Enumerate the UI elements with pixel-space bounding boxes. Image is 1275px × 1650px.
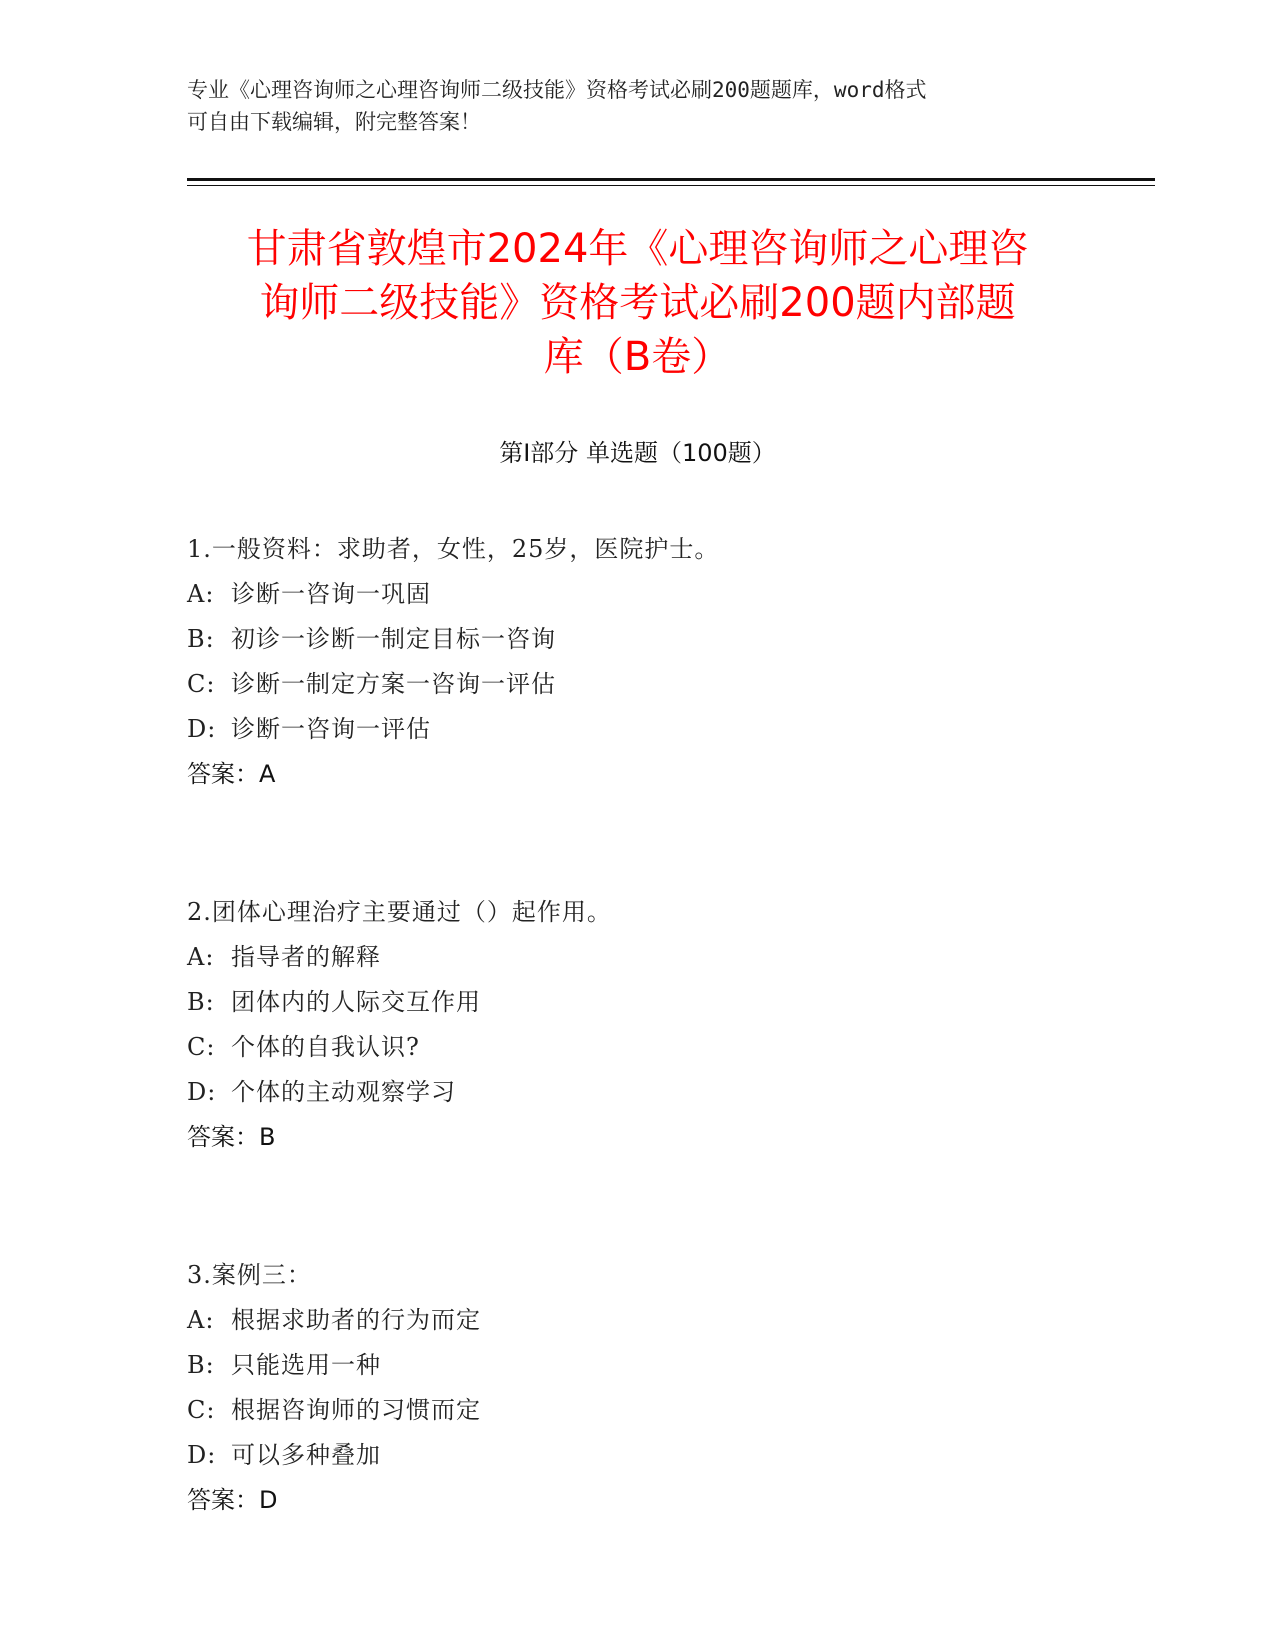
question-2 [187, 890, 1147, 1160]
option-text: 根据求助者的行为而定 [231, 1306, 481, 1334]
option-key: D: [187, 1078, 217, 1106]
option-key: B: [187, 625, 215, 653]
option-text: 初诊一诊断一制定目标一咨询 [231, 625, 556, 653]
option-a [187, 572, 1147, 617]
document-title [150, 222, 1125, 384]
option-text: 团体内的人际交互作用 [231, 988, 481, 1016]
option-key: A: [187, 580, 215, 608]
header-note [187, 74, 1087, 138]
question-spacer [187, 1160, 1147, 1253]
option-c [187, 1025, 1147, 1070]
option-text: 可以多种叠加 [231, 1441, 381, 1469]
document-title-line-3: 库（B卷） [543, 334, 732, 380]
option-b [187, 617, 1147, 662]
section-title: 第Ⅰ部分 单选题（100题） [499, 439, 776, 467]
option-key: C: [187, 1033, 216, 1061]
option-c [187, 1388, 1147, 1433]
option-text: 诊断一咨询一巩固 [231, 580, 431, 608]
option-key: C: [187, 670, 216, 698]
document-title-line-1: 甘肃省敦煌市2024年《心理咨询师之心理咨 [246, 226, 1029, 272]
option-text: 个体的主动观察学习 [231, 1078, 456, 1106]
question-spacer [187, 797, 1147, 890]
option-b [187, 1343, 1147, 1388]
option-a [187, 935, 1147, 980]
option-key: C: [187, 1396, 216, 1424]
question-1 [187, 527, 1147, 797]
answer: 答案：A [187, 760, 276, 788]
question-list [187, 527, 1147, 1523]
option-text: 诊断一咨询一评估 [231, 715, 431, 743]
option-d [187, 707, 1147, 752]
option-d [187, 1070, 1147, 1115]
header-note-line-2: 可自由下载编辑，附完整答案！ [187, 110, 481, 134]
document-title-line-2: 询师二级技能》资格考试必刷200题内部题 [259, 280, 1016, 326]
option-key: B: [187, 988, 215, 1016]
question-stem: 2.团体心理治疗主要通过（）起作用。 [187, 898, 612, 926]
answer: 答案：D [187, 1486, 278, 1514]
option-a [187, 1298, 1147, 1343]
option-key: D: [187, 1441, 217, 1469]
header-rule-thick [187, 178, 1155, 181]
question-stem: 1.一般资料：求助者，女性，25岁，医院护士。 [187, 535, 720, 563]
option-key: A: [187, 943, 215, 971]
option-text: 根据咨询师的习惯而定 [231, 1396, 481, 1424]
option-key: A: [187, 1306, 215, 1334]
option-b [187, 980, 1147, 1025]
answer: 答案：B [187, 1123, 276, 1151]
option-d [187, 1433, 1147, 1478]
option-key: D: [187, 715, 217, 743]
question-3 [187, 1253, 1147, 1523]
option-text: 个体的自我认识? [231, 1033, 420, 1061]
option-text: 诊断一制定方案一咨询一评估 [231, 670, 556, 698]
header-note-line-1: 专业《心理咨询师之心理咨询师二级技能》资格考试必刷200题题库，word格式 [187, 78, 927, 102]
header-rule-thin [187, 185, 1155, 186]
option-key: B: [187, 1351, 215, 1379]
option-c [187, 662, 1147, 707]
option-text: 只能选用一种 [231, 1351, 381, 1379]
option-text: 指导者的解释 [231, 943, 381, 971]
question-stem: 3.案例三： [187, 1261, 312, 1289]
